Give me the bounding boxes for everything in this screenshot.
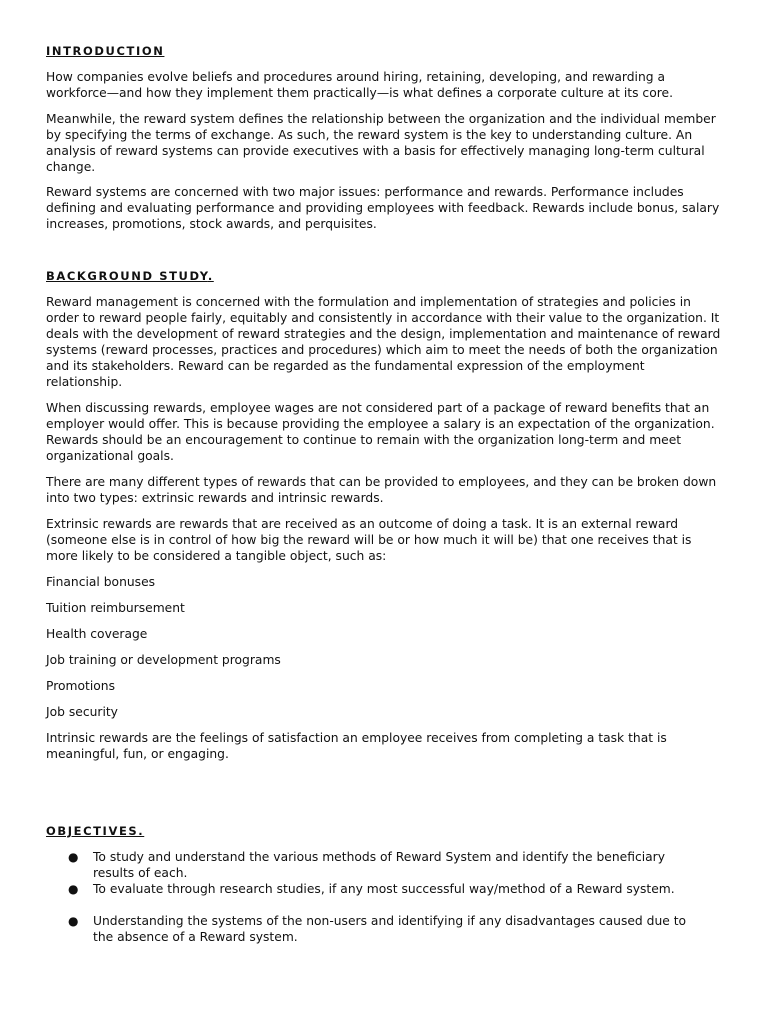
intro-paragraph-3: Reward systems are concerned with two major issues: performance and rewards. Performance includes defining and evaluating performance and providing employees with feedback. Rewards include bonus, salary increases, promotions, stock awards, and perquisites.: [46, 185, 720, 231]
bullet-icon: ●: [68, 882, 79, 896]
background-heading-suffix: .: [207, 269, 214, 283]
introduction-heading: INTRODUCTION: [46, 44, 165, 58]
objective-text: To evaluate through research studies, if any most successful way/method of a Reward system.: [93, 882, 675, 896]
background-heading: [46, 269, 214, 283]
background-paragraph-3: There are many different types of rewards that can be provided to employees, and they can be broken down into two types: extrinsic rewards and intrinsic rewards.: [46, 475, 717, 505]
background-paragraph-4: Extrinsic rewards are rewards that are received as an outcome of doing a task. It is an external reward (someone else is in control of how big the reward will be or how much it will be) that one receives that is more likely to be considered a tangible object, such as:: [46, 517, 692, 563]
background-heading-text: BACKGROUND STUDY: [46, 269, 208, 283]
extrinsic-item: Job training or development programs: [46, 653, 281, 667]
intro-paragraph-2: Meanwhile, the reward system defines the relationship between the organization and the individual member by specifying the terms of exchange. As such, the reward system is the key to understanding culture. An analysis of reward systems can provide executives with a basis for effectively managing long-term cultural change.: [46, 112, 716, 174]
extrinsic-item: Financial bonuses: [46, 575, 156, 589]
extrinsic-item: Health coverage: [46, 627, 148, 641]
objectives-heading: OBJECTIVES.: [46, 824, 145, 838]
extrinsic-item: Promotions: [46, 679, 115, 693]
extrinsic-item: Job security: [46, 705, 118, 719]
objective-text: Understanding the systems of the non-users and identifying if any disadvantages caused due to the absence of a Reward system.: [93, 914, 687, 944]
background-paragraph-2: When discussing rewards, employee wages are not considered part of a package of reward benefits that an employer would offer. This is because providing the employee a salary is an expectation of the organization. Rewards should be an encouragement to continue to remain with the organization long-term and meet organizational goals.: [46, 401, 715, 463]
bullet-icon: ●: [68, 914, 79, 928]
extrinsic-item: Tuition reimbursement: [46, 601, 185, 615]
bullet-icon: ●: [68, 850, 79, 864]
intro-paragraph-1: How companies evolve beliefs and procedures around hiring, retaining, developing, and rewarding a workforce—and how they implement them practically—is what defines a corporate culture at its core.: [46, 70, 673, 100]
intrinsic-paragraph: Intrinsic rewards are the feelings of satisfaction an employee receives from completing a task that is meaningful, fun, or engaging.: [46, 731, 667, 761]
objective-text: To study and understand the various methods of Reward System and identify the beneficiary results of each.: [93, 850, 666, 880]
background-paragraph-1: Reward management is concerned with the formulation and implementation of strategies and policies in order to reward people fairly, equitably and consistently in accordance with their value to the organization. It deals with the development of reward strategies and the design, implementation and maintenance of reward systems (reward processes, practices and procedures) which aim to meet the needs of both the organization and its stakeholders. Reward can be regarded as the fundamental expression of the employment relationship.: [46, 295, 721, 389]
